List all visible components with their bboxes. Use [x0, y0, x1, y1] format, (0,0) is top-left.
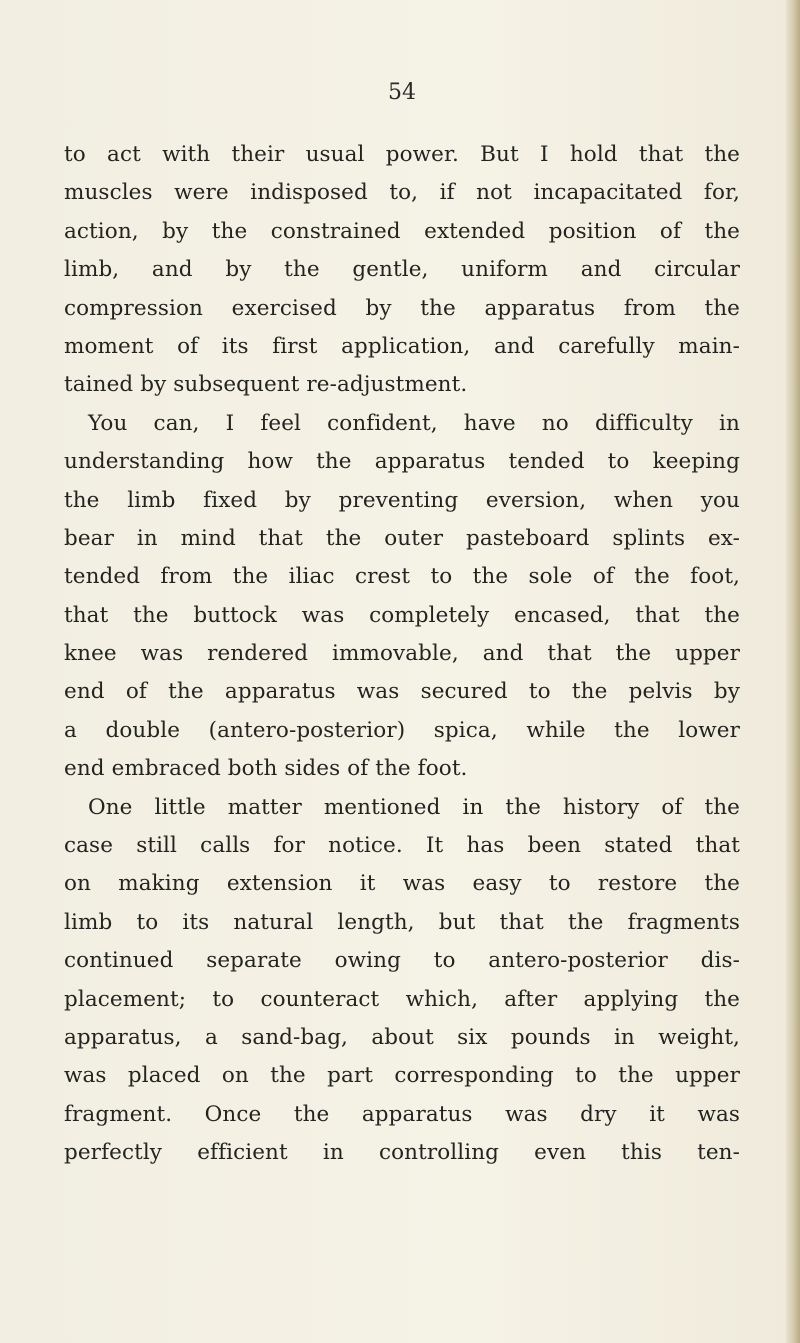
page-number: 54	[388, 80, 416, 105]
text-line: was placed on the part corresponding to the upper	[64, 1063, 740, 1089]
text-line: knee was rendered immovable, and that the upper	[64, 641, 740, 667]
text-line: limb to its natural length, but that the fragments	[64, 909, 740, 935]
paragraph-end-line: tained by subsequent re-adjustment.	[64, 372, 468, 398]
text-line: the limb fixed by preventing eversion, when you	[64, 487, 740, 513]
page-edge-shadow	[786, 0, 800, 1343]
text-line: to act with their usual power. But I hold that the	[64, 142, 740, 167]
text-line: fragment. Once the apparatus was dry it was	[64, 1101, 740, 1127]
text-line: end of the apparatus was secured to the pelvis by	[64, 679, 740, 705]
body-text	[64, 136, 740, 1173]
text-line: understanding how the apparatus tended to keeping	[64, 449, 740, 475]
text-line: compression exercised by the apparatus from the	[64, 295, 740, 321]
text-line: bear in mind that the outer pasteboard splints ex-	[64, 525, 740, 551]
text-line: limb, and by the gentle, uniform and circular	[64, 257, 740, 283]
text-line: continued separate owing to antero-posterior dis-	[64, 948, 740, 974]
text-line: a double (antero-posterior) spica, while the lower	[64, 717, 740, 743]
text-line: muscles were indisposed to, if not incapacitated for,	[64, 180, 740, 206]
text-line: on making extension it was easy to restore the	[64, 871, 740, 897]
text-line: moment of its first application, and carefully main-	[64, 333, 740, 359]
text-line: case still calls for notice. It has been stated that	[64, 833, 740, 859]
paragraph-start-line: One little matter mentioned in the history of the	[88, 794, 740, 820]
text-line: apparatus, a sand-bag, about six pounds in weight,	[64, 1024, 740, 1050]
text-line: perfectly efficient in controlling even this ten-	[64, 1140, 740, 1166]
paragraph-end-line: end embraced both sides of the foot.	[64, 756, 468, 782]
text-line: action, by the constrained extended position of the	[64, 218, 740, 244]
paragraph-start-line: You can, I feel confident, have no difficulty in	[88, 410, 740, 436]
text-line: tended from the iliac crest to the sole of the foot,	[64, 564, 740, 590]
text-line: placement; to counteract which, after applying the	[64, 986, 740, 1012]
text-line: that the buttock was completely encased, that the	[64, 602, 740, 628]
